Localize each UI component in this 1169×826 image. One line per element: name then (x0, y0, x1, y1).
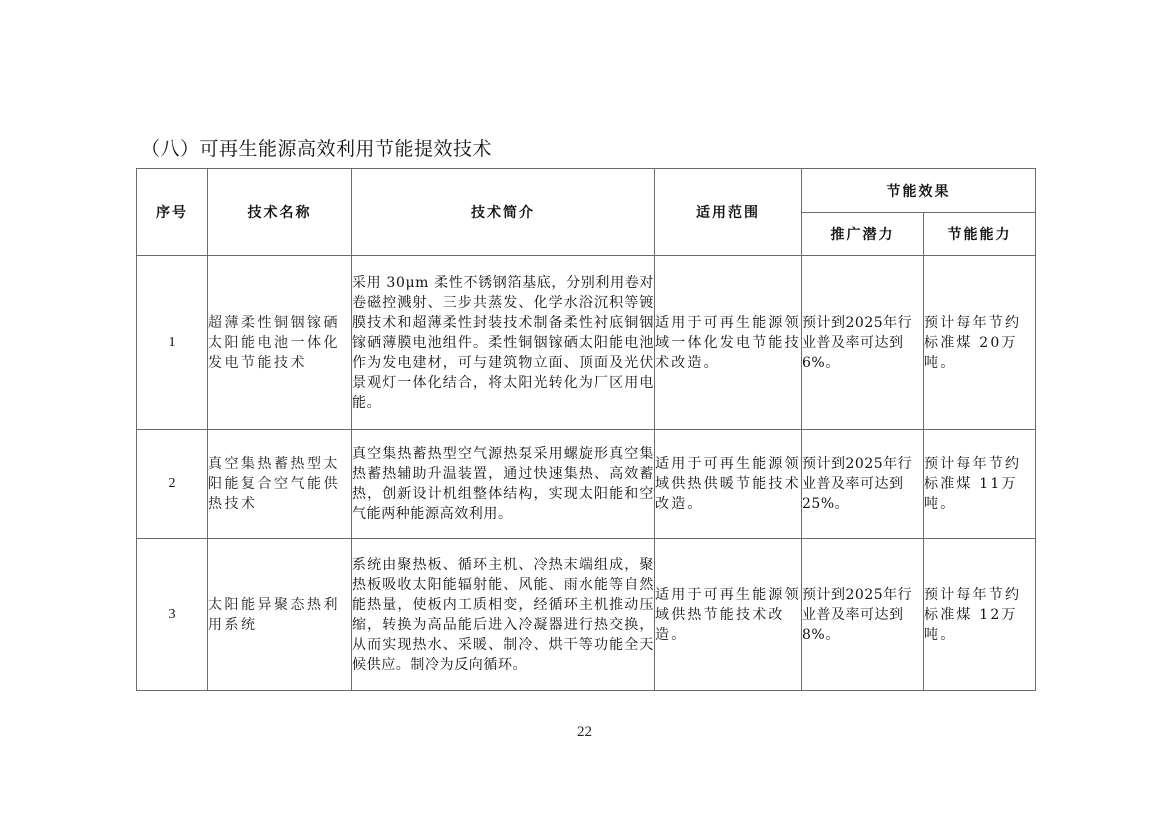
row-scope: 适用于可再生能源领域供热供暖节能技术改造。 (655, 430, 802, 539)
technology-table (136, 168, 1036, 691)
row-potential: 预计到2025年行业普及率可达到8%。 (802, 539, 924, 691)
header-description: 技术简介 (352, 169, 655, 256)
page-number: 22 (577, 724, 592, 740)
row-tech-name: 太阳能异聚态热利用系统 (208, 539, 352, 691)
row-potential: 预计到2025年行业普及率可达到6%。 (802, 256, 924, 430)
row-tech-name: 真空集热蓄热型太阳能复合空气能供热技术 (208, 430, 352, 539)
section-title: （八）可再生能源高效利用节能提效技术 (141, 138, 493, 160)
row-index: 3 (137, 539, 208, 691)
header-name: 技术名称 (208, 169, 352, 256)
table-row (137, 539, 1036, 691)
row-tech-name: 超薄柔性铜铟镓硒太阳能电池一体化发电节能技术 (208, 256, 352, 430)
header-potential: 推广潜力 (802, 213, 924, 256)
header-index: 序号 (137, 169, 208, 256)
row-index: 2 (137, 430, 208, 539)
row-description: 系统由聚热板、循环主机、冷热末端组成，聚热板吸收太阳能辐射能、风能、雨水能等自然能热量，使板内工质相变，经循环主机推动压缩，转换为高品能后进入冷凝器进行热交换，从而实现热水、采暖、制冷、烘干等功能全天候供应。制冷为反向循环。 (352, 539, 655, 691)
row-description: 真空集热蓄热型空气源热泵采用螺旋形真空集热蓄热辅助升温装置，通过快速集热、高效蓄热，创新设计机组整体结构，实现太阳能和空气能两种能源高效利用。 (352, 430, 655, 539)
table-row (137, 256, 1036, 430)
table-header-row (137, 169, 1036, 213)
row-capacity: 预计每年节约标准煤 11万吨。 (924, 430, 1036, 539)
header-scope: 适用范围 (655, 169, 802, 256)
row-capacity: 预计每年节约标准煤 12万吨。 (924, 539, 1036, 691)
row-scope: 适用于可再生能源领域一体化发电节能技术改造。 (655, 256, 802, 430)
row-description: 采用 30μm 柔性不锈钢箔基底，分别利用卷对卷磁控溅射、三步共蒸发、化学水浴沉积等镀膜技术和超薄柔性封装技术制备柔性衬底铜铟镓硒薄膜电池组件。柔性铜铟镓硒太阳能电池作为发电建材，可与建筑物立面、顶面及光伏景观灯一体化结合，将太阳光转化为厂区用电能。 (352, 256, 655, 430)
header-capacity: 节能能力 (924, 213, 1036, 256)
row-potential: 预计到2025年行业普及率可达到25%。 (802, 430, 924, 539)
header-effect-group: 节能效果 (802, 169, 1036, 213)
row-scope: 适用于可再生能源领域供热节能技术改造。 (655, 539, 802, 691)
table-row (137, 430, 1036, 539)
row-index: 1 (137, 256, 208, 430)
row-capacity: 预计每年节约标准煤 20万吨。 (924, 256, 1036, 430)
